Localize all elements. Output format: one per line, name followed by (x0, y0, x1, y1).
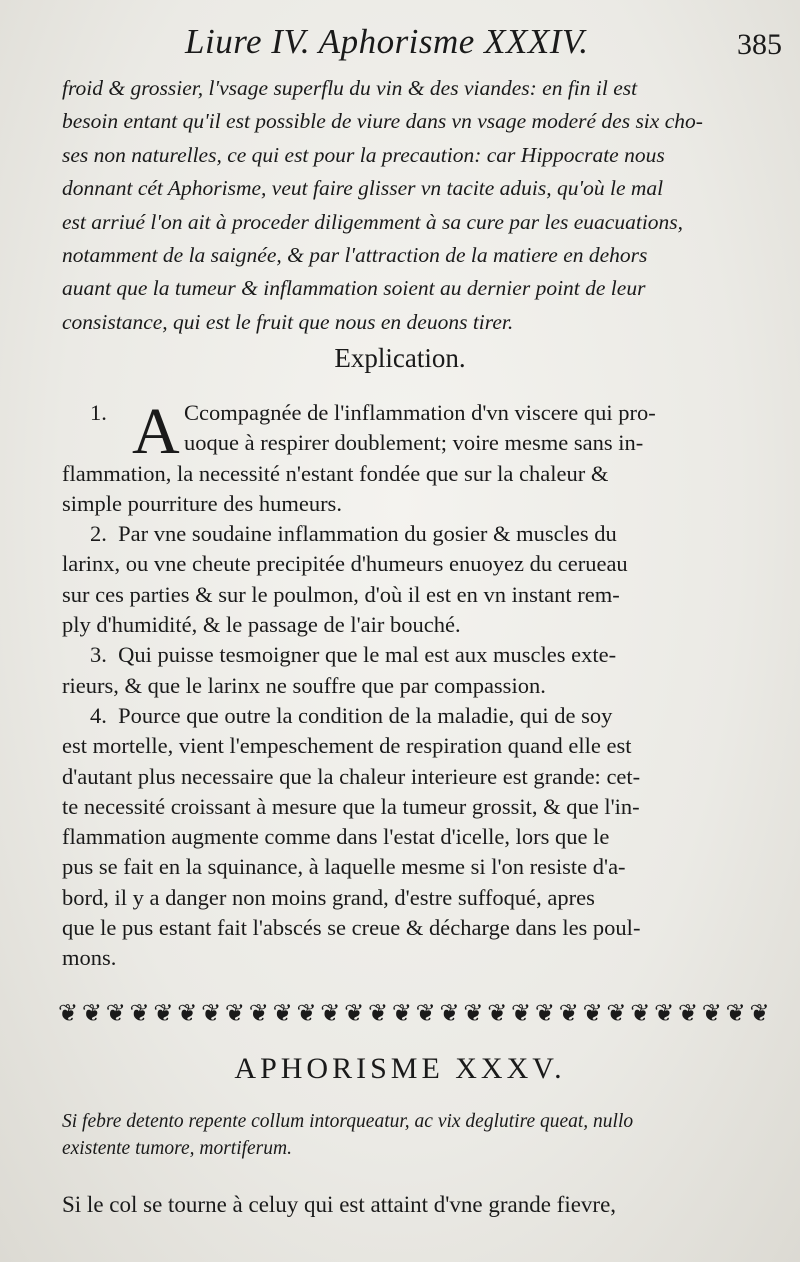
commentary-line: consistance, qui est le fruit que nous en deuons tirer. (62, 309, 514, 334)
latin-line: existente tumore, mortiferum. (62, 1138, 292, 1159)
fleuron-icon: ❦ (367, 999, 389, 1027)
explanation-line: Par vne soudaine inflammation du gosier & muscles du (118, 521, 617, 547)
item-number: 4. (90, 702, 107, 728)
fleuron-ornament-band (58, 990, 770, 1036)
latin-line: Si febre detento repente collum intorqueatur, ac vix deglutire queat, nullo (62, 1111, 634, 1132)
fleuron-icon: ❦ (463, 999, 484, 1027)
explanation-line: flammation augmente comme dans l'estat d'icelle, lors que le (62, 824, 610, 850)
fleuron-icon: ❦ (320, 999, 341, 1027)
fleuron-icon: ❦ (677, 999, 699, 1027)
running-title: Liure IV. Aphorisme XXXIV. (185, 22, 589, 61)
explanation-item-1 (62, 395, 772, 519)
fleuron-icon: ❦ (749, 999, 770, 1027)
commentary-line: besoin entant qu'il est possible de viure dans vn vsage moderé des six cho- (62, 109, 703, 134)
section-heading: Explication. (334, 343, 466, 373)
latin-aphorism (62, 1108, 777, 1162)
commentary-line: donnant cét Aphorisme, veut faire glisser vn tacite aduis, qu'où le mal (62, 176, 664, 201)
explanation-item-3 (62, 640, 772, 701)
fleuron-icon: ❦ (58, 999, 79, 1027)
explanation-line: est mortelle, vient l'empeschement de respiration quand elle est (62, 733, 632, 759)
explanation-line: flammation, la necessité n'estant fondée que sur la chaleur & (62, 460, 609, 486)
fleuron-icon: ❦ (630, 999, 651, 1027)
commentary-line: notamment de la saignée, & par l'attraction de la matiere en dehors (62, 243, 648, 268)
fleuron-icon: ❦ (558, 999, 579, 1027)
explanation-line: sur ces parties & sur le poulmon, d'où il est en vn instant rem- (62, 581, 620, 607)
explanation-line: simple pourriture des humeurs. (62, 490, 342, 516)
explanation-line: larinx, ou vne cheute precipitée d'humeurs enuoyez du cerueau (62, 551, 628, 577)
fleuron-icon: ❦ (582, 999, 603, 1027)
fleuron-icon: ❦ (534, 999, 555, 1027)
fleuron-icon: ❦ (177, 999, 198, 1027)
fleuron-icon: ❦ (415, 999, 436, 1027)
fleuron-icon: ❦ (272, 999, 293, 1027)
item-number: 3. (90, 642, 107, 668)
explanation-line: Pource que outre la condition de la maladie, qui de soy (118, 702, 613, 728)
drop-cap: A (132, 395, 180, 468)
item-number: 2. (90, 521, 107, 547)
fleuron-icon: ❦ (725, 999, 746, 1027)
explanation-line: Qui puisse tesmoigner que le mal est aux muscles exte- (118, 642, 617, 668)
fleuron-icon: ❦ (487, 999, 508, 1027)
translation-line: Si le col se tourne à celuy qui est attaint d'vne grande fievre, (62, 1192, 617, 1217)
commentary-line: auant que la tumeur & inflammation soient au dernier point de leur (62, 276, 646, 301)
commentary-line: ses non naturelles, ce qui est pour la precaution: car Hippocrate nous (62, 142, 665, 167)
fleuron-icon: ❦ (105, 999, 126, 1027)
item-number: 1. (90, 400, 107, 425)
fleuron-icon: ❦ (129, 999, 150, 1027)
commentary-line: froid & grossier, l'vsage superflu du vin & des viandes: en fin il est (62, 76, 638, 100)
explanation-line: que le pus estant fait l'abscés se creue & décharge dans les poul- (62, 915, 641, 941)
explanation-line: pus se fait en la squinance, à laquelle mesme si l'on resiste d'a- (62, 854, 626, 880)
page-header (0, 22, 800, 72)
fleuron-icon: ❦ (201, 999, 222, 1027)
commentary-line: est arriué l'on ait à proceder diligemment à sa cure par les euacuations, (62, 209, 684, 234)
fleuron-icon: ❦ (439, 999, 460, 1027)
fleuron-icon: ❦ (153, 999, 174, 1027)
fleuron-icon: ❦ (654, 999, 675, 1027)
fleuron-icon: ❦ (511, 999, 532, 1027)
explanation-line: d'autant plus necessaire que la chaleur interieure est grande: cet- (62, 763, 641, 789)
fleuron-icon: ❦ (701, 999, 722, 1027)
explanation-line: bord, il y a danger non moins grand, d'estre suffoqué, apres (62, 884, 595, 910)
fleuron-icon: ❦ (606, 999, 627, 1027)
explanation-line: uoque à respirer doublement; voire mesme sans in- (184, 430, 644, 456)
fleuron-icon: ❦ (81, 999, 102, 1027)
explanation-item-4 (62, 701, 772, 974)
fleuron-icon: ❦ (296, 999, 317, 1027)
commentary-paragraph (62, 72, 780, 339)
explanation-line: Ccompagnée de l'inflammation d'vn viscere qui pro- (184, 400, 656, 425)
page-number: 385 (737, 28, 782, 61)
fleuron-icon: ❦ (391, 999, 412, 1027)
fleuron-icon: ❦ (224, 999, 246, 1027)
aphorism-heading: APHORISME XXXV. (234, 1052, 566, 1085)
explanation-line: rieurs, & que le larinx ne souffre que par compassion. (62, 672, 546, 698)
fleuron-icon: ❦ (248, 999, 269, 1027)
explanation-list (62, 395, 772, 974)
explanation-line: ply d'humidité, & le passage de l'air bouché. (62, 612, 461, 638)
explanation-item-2 (62, 519, 772, 640)
explanation-line: te necessité croissant à mesure que la tumeur grossit, & que l'in- (62, 793, 640, 819)
fleuron-icon: ❦ (344, 999, 365, 1027)
explanation-line: mons. (62, 945, 117, 971)
